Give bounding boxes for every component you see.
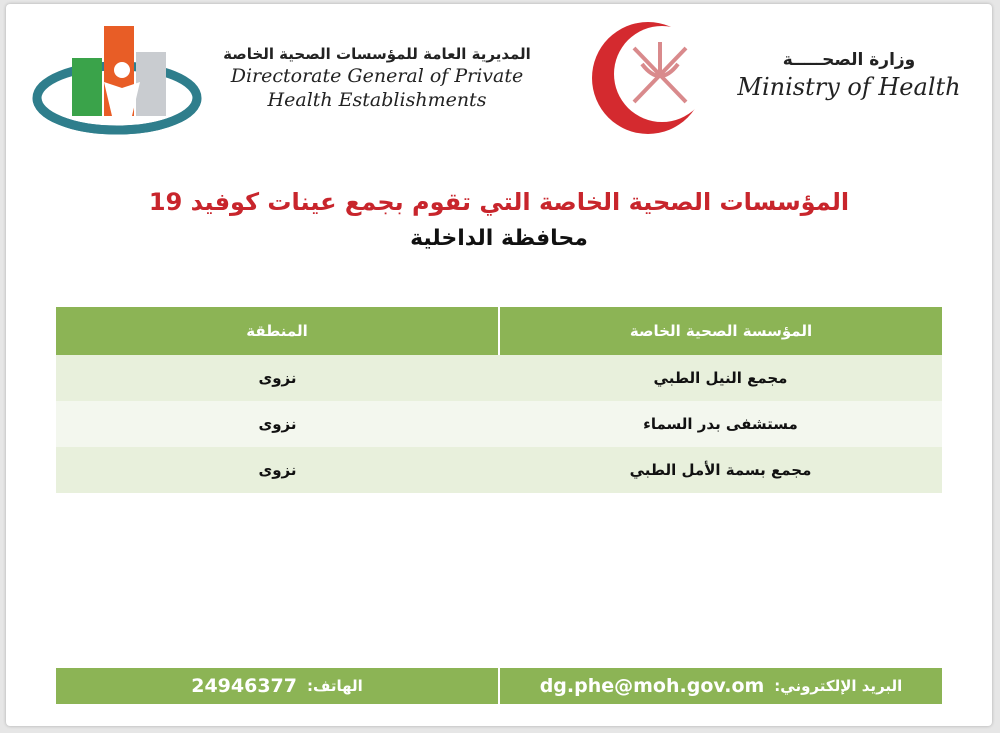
area-name: نزوى — [258, 461, 297, 479]
establishments-table — [56, 307, 942, 493]
establishment-name: مجمع النيل الطبي — [653, 369, 788, 387]
area-name: نزوى — [258, 369, 297, 387]
directorate-name-english-line1: Directorate General of Private — [230, 65, 524, 87]
header-establishment: المؤسسة الصحية الخاصة — [629, 322, 813, 340]
directorate-name-arabic: المديرية العامة للمؤسسات الصحية الخاصة — [223, 45, 531, 63]
header — [6, 4, 992, 154]
area-name: نزوى — [258, 415, 297, 433]
contact-footer — [56, 668, 942, 704]
directorate-name — [202, 44, 552, 112]
header-area: المنطقة — [56, 307, 500, 355]
table-row — [56, 447, 942, 493]
phone-contact — [56, 668, 500, 704]
document-page — [6, 4, 992, 726]
establishment-name: مجمع بسمة الأمل الطبي — [629, 461, 812, 479]
email-label: البريد الإلكتروني: — [774, 677, 903, 695]
directorate-logo-icon — [32, 18, 202, 138]
phone-label: الهاتف: — [306, 677, 363, 695]
ministry-name — [724, 48, 974, 102]
email-address[interactable]: dg.phe@moh.gov.om — [539, 675, 765, 697]
governorate-subtitle: محافظة الداخلية — [410, 226, 588, 251]
table-header-row — [56, 307, 942, 355]
directorate-name-english-line2: Health Establishments — [267, 89, 487, 111]
establishment-name: مستشفى بدر السماء — [643, 415, 798, 433]
email-contact — [500, 668, 942, 704]
table-row — [56, 355, 942, 401]
ministry-name-arabic: وزارة الصحـــــة — [782, 50, 916, 70]
document-title: المؤسسات الصحية الخاصة التي تقوم بجمع عينات كوفيد 19 — [148, 188, 850, 216]
table-row — [56, 401, 942, 447]
phone-number[interactable]: 24946377 — [191, 675, 297, 697]
ministry-name-english: Ministry of Health — [737, 73, 961, 101]
ministry-emblem-icon — [582, 18, 712, 138]
